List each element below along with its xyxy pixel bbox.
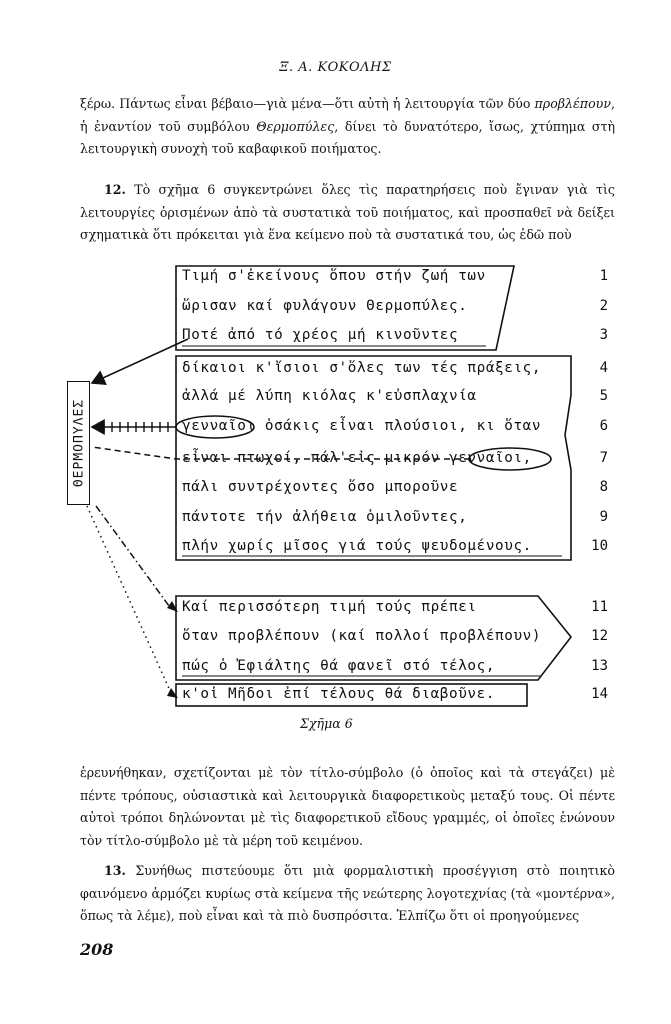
line-number: 3 — [599, 327, 608, 343]
line-number: 11 — [591, 599, 608, 615]
line-number: 10 — [591, 538, 608, 554]
poem-line-9: πάντοτε τήν ἀλήθεια ὁμιλοῦντες, — [182, 509, 468, 525]
line-number: 12 — [591, 628, 608, 644]
italic-term: προβλέπουν — [534, 96, 611, 111]
line-number: 2 — [599, 298, 608, 314]
line-number: 6 — [599, 418, 608, 434]
dotted-connector — [87, 506, 172, 695]
line-number: 7 — [599, 450, 608, 466]
figure-title-symbol: ΘΕΡΜΟΠΥΛΕΣ — [67, 381, 90, 505]
solid-arrow — [92, 339, 188, 383]
poem-line-7: εἶναι πτωχοί, πάλ'εἰς μικρόν γενναῖοι, — [182, 450, 532, 466]
box-lines-11-13 — [176, 596, 571, 680]
poem-line-14: κ'οἱ Μῆδοι ἐπί τέλους θά διαβοῦνε. — [182, 686, 496, 702]
poem-line-12: ὅταν προβλέπουν (καί πολλοί προβλέπουν) — [182, 628, 542, 644]
box-line-14 — [176, 684, 527, 706]
section-number: 13. — [104, 863, 126, 878]
poem-line-8: πάλι συντρέχοντες ὅσο μποροῦνε — [182, 479, 459, 495]
line-number: 9 — [599, 509, 608, 525]
box-lines-1-3 — [176, 266, 514, 350]
line-number: 4 — [599, 360, 608, 376]
figure-caption: Σχῆμα 6 — [300, 716, 353, 731]
line-number: 8 — [599, 479, 608, 495]
poem-line-11: Καί περισσότερη τιμή τούς πρέπει — [182, 599, 477, 615]
running-header: Ξ. Α. ΚΟΚΟΛΗΣ — [279, 60, 392, 75]
poem-line-2: ὥρισαν καί φυλάγουν Θερμοπύλες. — [182, 298, 468, 314]
dashed-connector — [92, 447, 470, 459]
line-number: 1 — [599, 268, 608, 284]
poem-line-10: πλήν χωρίς μῖσος γιά τούς ψευδομένους. — [182, 538, 532, 554]
paragraph-13: 13. Συνήθως πιστεύουμε ὅτι μιὰ φορμαλιστικὴ προσέγγιση στὸ ποιητικὸ φαινόμενο ἁρμόζει κυρίως στὰ κείμενα τῆς νεώτερης λογοτεχνίας (τὰ «μοντέρνα», ὅπως τὰ λέμε), ποὺ εἶναι καὶ τὰ πιὸ δυσπρόσιτα. Ἐλπίζω ὅτι οἱ προηγούμενες — [80, 863, 615, 923]
circle-word-line-6 — [176, 416, 254, 438]
line-number: 14 — [591, 686, 608, 702]
line-number: 5 — [599, 388, 608, 404]
circle-word-line-7 — [469, 448, 551, 470]
paragraph-12: 12. Τὸ σχῆμα 6 συγκεντρώνει ὅλες τὶς παρατηρήσεις ποὺ ἔγιναν γιὰ τὶς λειτουργίες ὁρισμένων ἀπὸ τὰ συστατικὰ τοῦ ποιήματος, καὶ προσπαθεῖ νὰ δείξει σχηματικὰ ὅτι πρόκειται γιὰ ἕνα κείμενο ποὺ τὰ συστατικά του, ὡς ἐδῶ ποὺ — [80, 182, 615, 242]
poem-line-3: Ποτέ ἀπό τό χρέος μή κινοῦντες — [182, 327, 459, 343]
paragraph-continued: ξέρω. Πάντως εἶναι βέβαιο—γιὰ μένα—ὅτι αὐτὴ ἡ λειτουργία τῶν δύο προβλέπουν, ἡ ἐναντίον τοῦ συμβόλου Θερμοπύλες, δίνει τὸ δυνατότερο, ἴσως, χτύπημα στὴ λειτουργικὴ συνοχὴ τοῦ καβαφικοῦ ποιήματος. — [80, 96, 615, 156]
section-number: 12. — [104, 182, 126, 197]
poem-line-13: πώς ὁ Ἐφιάλτης θά φανεῖ στό τέλος, — [182, 658, 496, 674]
poem-line-6: γενναῖοι ὁσάκις εἶναι πλούσιοι, κι ὅταν — [182, 418, 542, 434]
line-number: 13 — [591, 658, 608, 674]
page-number: 208 — [80, 940, 114, 959]
poem-line-1: Τιμή σ'ἐκείνους ὅπου στήν ζωή των — [182, 268, 486, 284]
poem-line-5: ἀλλά μέ λύπη κιόλας κ'εὐσπλαχνία — [182, 388, 477, 404]
dash-dot-connector — [96, 506, 172, 610]
paragraph-continued-2: ἐρευνήθηκαν, σχετίζονται μὲ τὸν τίτλο-σύμβολο (ὁ ὁποῖος καὶ τὰ στεγάζει) μὲ πέντε τρόπους, οὐσιαστικὰ καὶ λειτουργικὰ διαφορετικοὺς μεταξύ τους. Οἱ πέντε αὐτοὶ τρόποι δηλώνονται μὲ τὶς διαφορετικοῦ εἴδους γραμμές, οἱ ὁποῖες ἑνώνουν τὸν τίτλο-σύμβολο μὲ τὰ μέρη τοῦ κειμένου. — [80, 765, 615, 848]
italic-term: Θερμοπύλες — [256, 118, 335, 134]
poem-line-4: δίκαιοι κ'ἴσιοι σ'ὅλες των τές πράξεις, — [182, 360, 542, 376]
box-lines-4-10 — [176, 356, 571, 560]
